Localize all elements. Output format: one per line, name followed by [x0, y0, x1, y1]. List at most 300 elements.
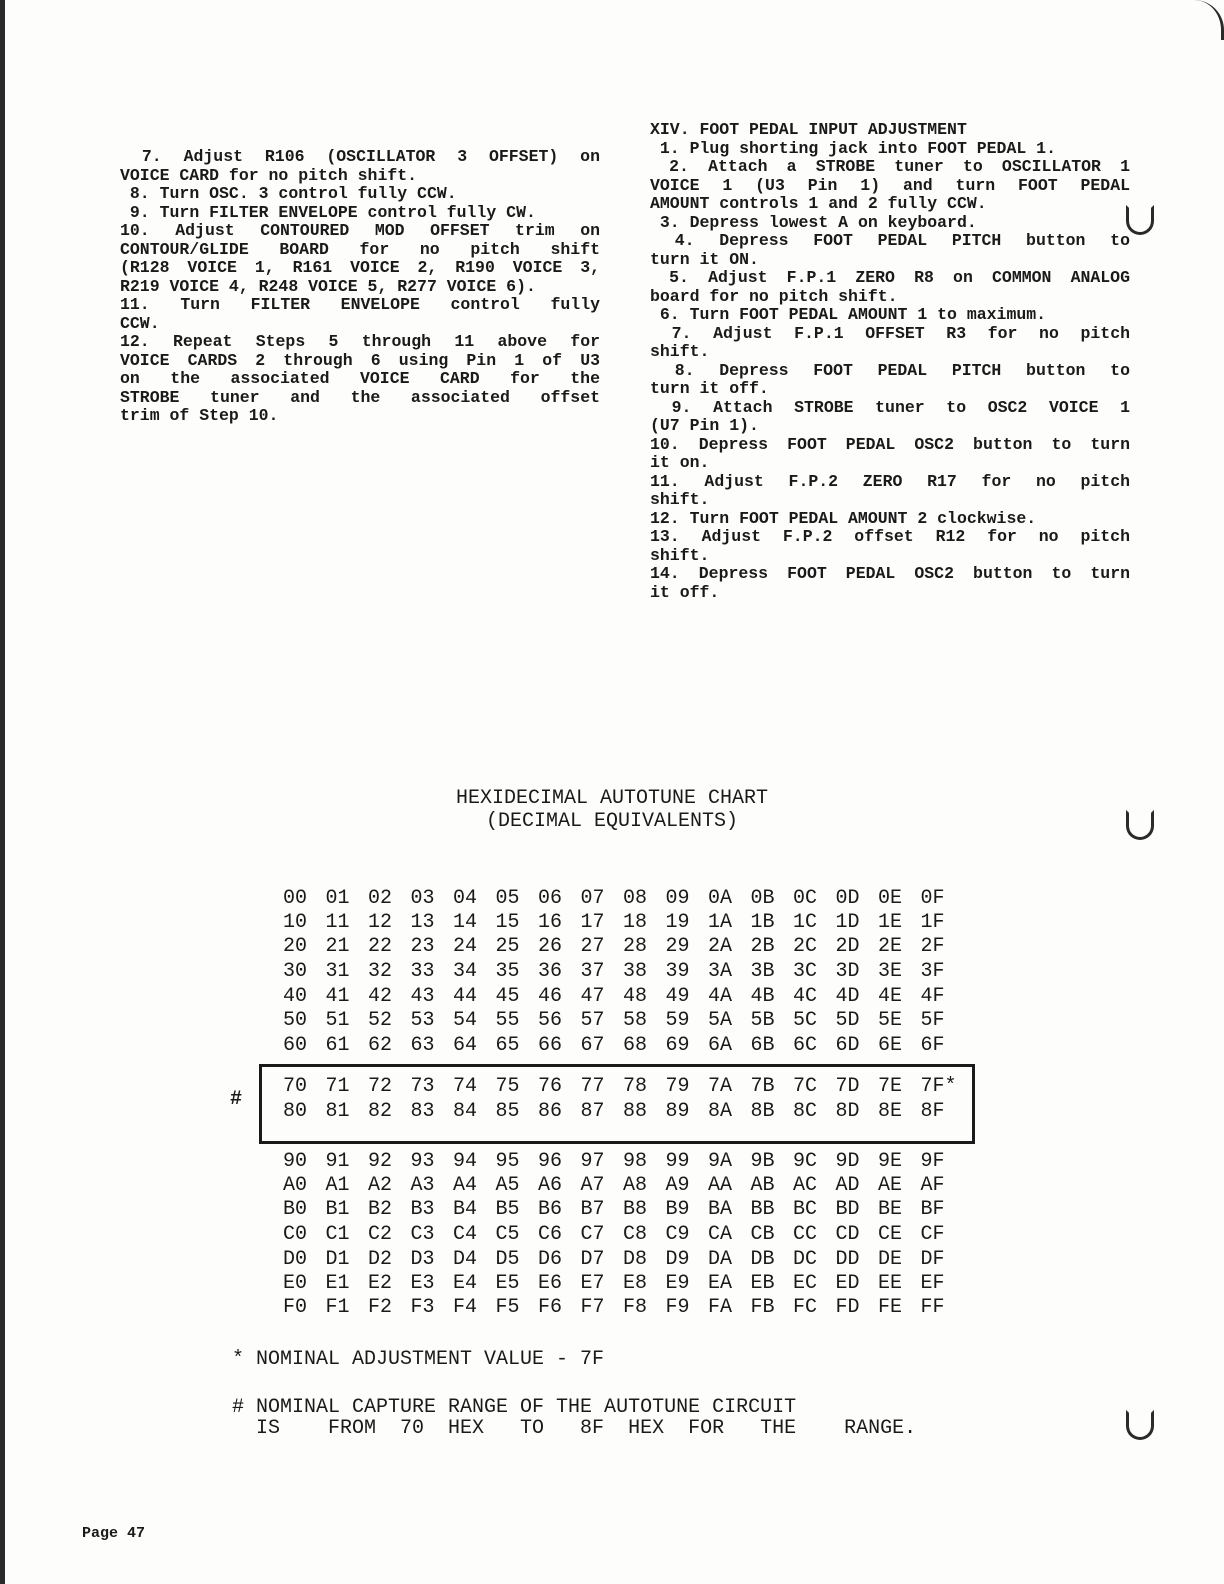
- hex-cell: BC: [793, 1198, 818, 1221]
- hex-cell: 60: [283, 1034, 308, 1057]
- punch-hole-icon: [1126, 1410, 1154, 1440]
- hex-cell: B0: [283, 1198, 308, 1221]
- hex-cell: 3E: [878, 960, 903, 983]
- hex-cell: 8D: [835, 1100, 860, 1123]
- hex-cell: 68: [623, 1034, 648, 1057]
- capture-range-note-line2: IS FROM 70 HEX TO 8F HEX FOR THE RANGE.: [232, 1417, 917, 1440]
- hex-cell: 7F*: [920, 1075, 957, 1098]
- hex-cell: 8C: [793, 1100, 818, 1123]
- hex-cell: AE: [878, 1174, 903, 1197]
- hex-cell: D8: [623, 1248, 648, 1271]
- hex-cell: E8: [623, 1272, 648, 1295]
- hex-cell: B1: [325, 1198, 350, 1221]
- instruction-line: 8. Turn OSC. 3 control fully CCW.: [120, 184, 457, 203]
- hex-cell: A6: [538, 1174, 563, 1197]
- hex-cell: 85: [495, 1100, 520, 1123]
- instruction-line: 9. Attach STROBE tuner to OSC2 VOICE 1: [650, 397, 1131, 417]
- hex-cell: 94: [453, 1150, 478, 1173]
- hex-cell: CD: [835, 1223, 860, 1246]
- hex-cell: 36: [538, 960, 563, 983]
- instruction-line: 10. Adjust CONTOURED MOD OFFSET trim on: [120, 221, 600, 240]
- hex-cell: BD: [835, 1198, 860, 1221]
- instruction-line: 8. Depress FOOT PEDAL PITCH button to: [650, 360, 1130, 380]
- hex-cell: 8F: [920, 1100, 945, 1123]
- hex-cell: 2F: [920, 935, 945, 958]
- hex-cell: 41: [325, 985, 350, 1008]
- capture-range-note-line1: # NOMINAL CAPTURE RANGE OF THE AUTOTUNE CIRCUIT: [232, 1396, 797, 1419]
- hex-cell: 58: [623, 1009, 648, 1032]
- hex-cell: 9A: [708, 1150, 733, 1173]
- hex-cell: 2E: [878, 935, 903, 958]
- hex-cell: A2: [368, 1174, 393, 1197]
- hex-cell: C1: [325, 1223, 350, 1246]
- hex-cell: 3B: [750, 960, 775, 983]
- hex-cell: 4F: [920, 985, 945, 1008]
- hex-cell: F5: [495, 1296, 520, 1319]
- hex-cell: 89: [665, 1100, 690, 1123]
- hex-cell: D7: [580, 1248, 605, 1271]
- hex-cell: 81: [325, 1100, 350, 1123]
- hex-cell: 95: [495, 1150, 520, 1173]
- hex-cell: ED: [835, 1272, 860, 1295]
- hex-cell: 42: [368, 985, 393, 1008]
- hex-cell: F7: [580, 1296, 605, 1319]
- hex-cell: 6F: [920, 1034, 945, 1057]
- hex-cell: BF: [920, 1198, 945, 1221]
- hex-cell: 35: [495, 960, 520, 983]
- instruction-line: shift.: [650, 490, 710, 509]
- hex-cell: EC: [793, 1272, 818, 1295]
- hex-cell: 0B: [750, 887, 775, 910]
- hex-cell: EE: [878, 1272, 903, 1295]
- instruction-line: 5. Adjust F.P.1 ZERO R8 on COMMON ANALOG: [650, 268, 1130, 287]
- hex-cell: 0E: [878, 887, 903, 910]
- hex-cell: 7B: [750, 1075, 775, 1098]
- hex-cell: 7A: [708, 1075, 733, 1098]
- hex-cell: 67: [580, 1034, 605, 1057]
- hex-cell: E3: [410, 1272, 435, 1295]
- instruction-line: it off.: [650, 582, 720, 602]
- hex-cell: 9B: [750, 1150, 775, 1173]
- hex-cell: 12: [368, 911, 393, 934]
- instruction-line: trim of Step 10.: [120, 406, 279, 425]
- hex-cell: 64: [453, 1034, 478, 1057]
- hex-cell: FF: [920, 1296, 945, 1319]
- hex-cell: B2: [368, 1198, 393, 1221]
- hex-cell: 78: [623, 1075, 648, 1098]
- hex-cell: 7E: [878, 1075, 903, 1098]
- hex-cell: 3F: [920, 960, 945, 983]
- hex-cell: 38: [623, 960, 648, 983]
- instruction-line: 12. Repeat Steps 5 through 11 above for: [120, 332, 600, 351]
- instruction-line: it on.: [650, 453, 710, 472]
- hex-cell: 40: [283, 985, 308, 1008]
- hex-cell: DD: [835, 1248, 860, 1271]
- hex-cell: 51: [325, 1009, 350, 1032]
- instruction-line: 2. Attach a STROBE tuner to OSCILLATOR 1: [650, 157, 1130, 176]
- instruction-line: 6. Turn FOOT PEDAL AMOUNT 1 to maximum.: [650, 305, 1047, 324]
- hex-cell: FA: [708, 1296, 733, 1319]
- hex-cell: CF: [920, 1223, 945, 1246]
- hex-cell: F3: [410, 1296, 435, 1319]
- hex-cell: 5D: [835, 1009, 860, 1032]
- instruction-line: shift.: [650, 342, 710, 361]
- hex-cell: F1: [325, 1296, 350, 1319]
- instruction-line: turn it off.: [650, 379, 769, 398]
- hex-cell: 25: [495, 935, 520, 958]
- hex-cell: CB: [750, 1223, 775, 1246]
- instruction-line: VOICE CARDS 2 through 6 using Pin 1 of U3: [120, 350, 600, 370]
- hex-cell: D5: [495, 1248, 520, 1271]
- instruction-line: VOICE CARD for no pitch shift.: [120, 165, 418, 185]
- instruction-line: XIV. FOOT PEDAL INPUT ADJUSTMENT: [650, 120, 967, 139]
- hex-cell: 2A: [708, 935, 733, 958]
- hex-cell: 80: [283, 1100, 308, 1123]
- hex-cell: BE: [878, 1198, 903, 1221]
- hex-cell: DC: [793, 1248, 818, 1271]
- hex-cell: 21: [325, 935, 350, 958]
- hex-cell: F4: [453, 1296, 478, 1319]
- hex-cell: 28: [623, 935, 648, 958]
- hex-cell: 75: [495, 1075, 520, 1098]
- instruction-line: STROBE tuner and the associated offset: [120, 387, 600, 407]
- hex-cell: 6B: [750, 1034, 775, 1057]
- instruction-line: 13. Adjust F.P.2 offset R12 for no pitch: [650, 527, 1130, 546]
- hex-cell: 1A: [708, 911, 733, 934]
- hex-cell: 02: [368, 887, 393, 910]
- hex-cell: 3D: [835, 960, 860, 983]
- hex-cell: 06: [538, 887, 563, 910]
- hex-cell: 87: [580, 1100, 605, 1123]
- hex-cell: E7: [580, 1272, 605, 1295]
- hex-cell: 8A: [708, 1100, 733, 1123]
- hex-cell: 7C: [793, 1075, 818, 1098]
- hex-cell: 57: [580, 1009, 605, 1032]
- hex-cell: C4: [453, 1223, 478, 1246]
- chart-subtitle: (DECIMAL EQUIVALENTS): [485, 810, 739, 833]
- hex-cell: DE: [878, 1248, 903, 1271]
- hex-cell: FB: [750, 1296, 775, 1319]
- hex-cell: 59: [665, 1009, 690, 1032]
- hex-cell: 18: [623, 911, 648, 934]
- hex-cell: A4: [453, 1174, 478, 1197]
- instruction-line: 11. Turn FILTER ENVELOPE control fully: [120, 295, 600, 314]
- hex-cell: E0: [283, 1272, 308, 1295]
- instruction-line: 7. Adjust F.P.1 OFFSET R3 for no pitch: [650, 323, 1131, 343]
- hex-cell: 44: [453, 985, 478, 1008]
- hex-cell: A0: [283, 1174, 308, 1197]
- hex-cell: 5C: [793, 1009, 818, 1032]
- hex-cell: 30: [283, 960, 308, 983]
- hex-cell: B4: [453, 1198, 478, 1221]
- hex-cell: 5B: [750, 1009, 775, 1032]
- hex-cell: 3A: [708, 960, 733, 983]
- hex-cell: F0: [283, 1296, 308, 1319]
- hex-cell: 9F: [920, 1150, 945, 1173]
- instruction-line: 10. Depress FOOT PEDAL OSC2 button to turn: [650, 434, 1130, 454]
- hex-cell: 83: [410, 1100, 435, 1123]
- hex-cell: 23: [410, 935, 435, 958]
- nominal-adjustment-note: * NOMINAL ADJUSTMENT VALUE - 7F: [232, 1348, 605, 1371]
- hex-cell: 92: [368, 1150, 393, 1173]
- hex-cell: E9: [665, 1272, 690, 1295]
- hex-cell: 88: [623, 1100, 648, 1123]
- hex-cell: 7D: [835, 1075, 860, 1098]
- hex-cell: 19: [665, 911, 690, 934]
- hex-cell: BB: [750, 1198, 775, 1221]
- hex-cell: 13: [410, 911, 435, 934]
- instruction-line: CCW.: [120, 313, 160, 333]
- hex-cell: DF: [920, 1248, 945, 1271]
- hex-cell: A7: [580, 1174, 605, 1197]
- hex-cell: 0F: [920, 887, 945, 910]
- instruction-line: 7. Adjust R106 (OSCILLATOR 3 OFFSET) on: [120, 147, 600, 166]
- hex-cell: B9: [665, 1198, 690, 1221]
- instruction-line: CONTOUR/GLIDE BOARD for no pitch shift: [120, 239, 600, 259]
- hex-cell: 9C: [793, 1150, 818, 1173]
- hex-cell: 8B: [750, 1100, 775, 1123]
- right-column-instructions: [650, 121, 1130, 602]
- hex-cell: D3: [410, 1248, 435, 1271]
- instruction-line: 9. Turn FILTER ENVELOPE control fully CW.: [120, 202, 536, 222]
- hex-cell: 1D: [835, 911, 860, 934]
- page-number: Page 47: [82, 1525, 146, 1542]
- hex-cell: C9: [665, 1223, 690, 1246]
- hex-cell: 48: [623, 985, 648, 1008]
- hex-cell: EB: [750, 1272, 775, 1295]
- hex-cell: 46: [538, 985, 563, 1008]
- hex-cell: C5: [495, 1223, 520, 1246]
- hex-cell: C6: [538, 1223, 563, 1246]
- hex-cell: 53: [410, 1009, 435, 1032]
- hex-cell: C3: [410, 1223, 435, 1246]
- hex-cell: 86: [538, 1100, 563, 1123]
- instruction-line: R219 VOICE 4, R248 VOICE 5, R277 VOICE 6).: [120, 276, 536, 296]
- hex-cell: DA: [708, 1248, 733, 1271]
- hex-cell: 26: [538, 935, 563, 958]
- hex-cell: AF: [920, 1174, 945, 1197]
- hex-cell: 62: [368, 1034, 393, 1057]
- hex-cell: B3: [410, 1198, 435, 1221]
- hex-cell: 1E: [878, 911, 903, 934]
- hex-cell: 97: [580, 1150, 605, 1173]
- hex-cell: 22: [368, 935, 393, 958]
- hex-cell: E1: [325, 1272, 350, 1295]
- hex-cell: 10: [283, 911, 308, 934]
- hex-cell: FC: [793, 1296, 818, 1319]
- hex-cell: 08: [623, 887, 648, 910]
- hex-cell: B7: [580, 1198, 605, 1221]
- hex-cell: 77: [580, 1075, 605, 1098]
- instruction-line: board for no pitch shift.: [650, 286, 898, 306]
- instruction-line: shift.: [650, 545, 710, 565]
- hex-cell: 2D: [835, 935, 860, 958]
- hex-cell: AC: [793, 1174, 818, 1197]
- hex-cell: 69: [665, 1034, 690, 1057]
- hex-cell: A8: [623, 1174, 648, 1197]
- chart-title: HEXIDECIMAL AUTOTUNE CHART: [455, 787, 769, 810]
- hex-cell: BA: [708, 1198, 733, 1221]
- instruction-line: AMOUNT controls 1 and 2 fully CCW.: [650, 194, 987, 213]
- instruction-line: VOICE 1 (U3 Pin 1) and turn FOOT PEDAL: [650, 175, 1130, 195]
- hex-cell: 73: [410, 1075, 435, 1098]
- hex-cell: 61: [325, 1034, 350, 1057]
- hex-cell: 04: [453, 887, 478, 910]
- hex-cell: 17: [580, 911, 605, 934]
- hex-cell: E6: [538, 1272, 563, 1295]
- hex-cell: E5: [495, 1272, 520, 1295]
- hex-cell: 24: [453, 935, 478, 958]
- hex-cell: CE: [878, 1223, 903, 1246]
- left-column-instructions: [120, 148, 600, 426]
- hex-cell: 6C: [793, 1034, 818, 1057]
- hex-cell: 63: [410, 1034, 435, 1057]
- hex-cell: 52: [368, 1009, 393, 1032]
- hex-cell: 70: [283, 1075, 308, 1098]
- hex-cell: AD: [835, 1174, 860, 1197]
- hex-cell: B8: [623, 1198, 648, 1221]
- hex-cell: 9E: [878, 1150, 903, 1173]
- hex-cell: 6E: [878, 1034, 903, 1057]
- instruction-line: 11. Adjust F.P.2 ZERO R17 for no pitch: [650, 471, 1130, 491]
- hex-cell: 1F: [920, 911, 945, 934]
- instruction-line: 4. Depress FOOT PEDAL PITCH button to: [650, 231, 1130, 250]
- hex-cell: 4C: [793, 985, 818, 1008]
- instruction-line: on the associated VOICE CARD for the: [120, 369, 600, 388]
- page-corner: [1194, 0, 1224, 40]
- instruction-line: 3. Depress lowest A on keyboard.: [650, 212, 977, 232]
- hex-cell: F9: [665, 1296, 690, 1319]
- hex-cell: EA: [708, 1272, 733, 1295]
- hex-cell: 5F: [920, 1009, 945, 1032]
- hex-cell: 84: [453, 1100, 478, 1123]
- hex-cell: 98: [623, 1150, 648, 1173]
- hex-cell: 5E: [878, 1009, 903, 1032]
- hex-cell: 34: [453, 960, 478, 983]
- hex-cell: A9: [665, 1174, 690, 1197]
- hex-cell: 3C: [793, 960, 818, 983]
- hex-cell: FE: [878, 1296, 903, 1319]
- hex-cell: EF: [920, 1272, 945, 1295]
- hex-cell: 96: [538, 1150, 563, 1173]
- hex-cell: DB: [750, 1248, 775, 1271]
- hex-cell: 14: [453, 911, 478, 934]
- hex-cell: 4D: [835, 985, 860, 1008]
- hex-cell: 79: [665, 1075, 690, 1098]
- hex-cell: 9D: [835, 1150, 860, 1173]
- hex-cell: D4: [453, 1248, 478, 1271]
- instruction-line: turn it ON.: [650, 249, 759, 269]
- hex-cell: 71: [325, 1075, 350, 1098]
- hex-cell: 93: [410, 1150, 435, 1173]
- hex-cell: 43: [410, 985, 435, 1008]
- hex-cell: 07: [580, 887, 605, 910]
- hex-cell: F6: [538, 1296, 563, 1319]
- hex-cell: 55: [495, 1009, 520, 1032]
- hex-cell: 15: [495, 911, 520, 934]
- instruction-line: (R128 VOICE 1, R161 VOICE 2, R190 VOICE 3,: [120, 258, 600, 277]
- hex-cell: 37: [580, 960, 605, 983]
- hex-cell: 31: [325, 960, 350, 983]
- capture-range-marker: #: [230, 1088, 243, 1111]
- hex-cell: 29: [665, 935, 690, 958]
- hex-cell: 45: [495, 985, 520, 1008]
- hex-cell: 20: [283, 935, 308, 958]
- hex-cell: 6A: [708, 1034, 733, 1057]
- hex-cell: A1: [325, 1174, 350, 1197]
- hex-cell: 50: [283, 1009, 308, 1032]
- hex-cell: 65: [495, 1034, 520, 1057]
- hex-cell: A3: [410, 1174, 435, 1197]
- hex-cell: 32: [368, 960, 393, 983]
- punch-hole-icon: [1126, 205, 1154, 235]
- hex-cell: 16: [538, 911, 563, 934]
- hex-cell: 03: [410, 887, 435, 910]
- hex-cell: D0: [283, 1248, 308, 1271]
- hex-cell: D2: [368, 1248, 393, 1271]
- hex-cell: 0A: [708, 887, 733, 910]
- hex-cell: 90: [283, 1150, 308, 1173]
- hex-cell: CC: [793, 1223, 818, 1246]
- hex-cell: D6: [538, 1248, 563, 1271]
- hex-cell: 0C: [793, 887, 818, 910]
- hex-cell: 2B: [750, 935, 775, 958]
- hex-cell: AA: [708, 1174, 733, 1197]
- hex-cell: 66: [538, 1034, 563, 1057]
- instruction-line: 12. Turn FOOT PEDAL AMOUNT 2 clockwise.: [650, 508, 1037, 528]
- hex-cell: E2: [368, 1272, 393, 1295]
- hex-cell: 76: [538, 1075, 563, 1098]
- hex-cell: AB: [750, 1174, 775, 1197]
- instruction-line: 1. Plug shorting jack into FOOT PEDAL 1.: [650, 138, 1056, 158]
- hex-cell: E4: [453, 1272, 478, 1295]
- hex-cell: B6: [538, 1198, 563, 1221]
- hex-cell: 39: [665, 960, 690, 983]
- instruction-line: 14. Depress FOOT PEDAL OSC2 button to turn: [650, 564, 1130, 583]
- hex-cell: 99: [665, 1150, 690, 1173]
- hex-cell: D9: [665, 1248, 690, 1271]
- hex-cell: 4A: [708, 985, 733, 1008]
- hex-cell: 4B: [750, 985, 775, 1008]
- hex-cell: 2C: [793, 935, 818, 958]
- hex-cell: 11: [325, 911, 350, 934]
- hex-cell: B5: [495, 1198, 520, 1221]
- hex-cell: 00: [283, 887, 308, 910]
- hex-cell: F8: [623, 1296, 648, 1319]
- hex-cell: 91: [325, 1150, 350, 1173]
- hex-cell: F2: [368, 1296, 393, 1319]
- instruction-line: (U7 Pin 1).: [650, 416, 759, 435]
- hex-cell: 4E: [878, 985, 903, 1008]
- hex-cell: D1: [325, 1248, 350, 1271]
- hex-cell: 54: [453, 1009, 478, 1032]
- hex-cell: C2: [368, 1223, 393, 1246]
- hex-cell: 33: [410, 960, 435, 983]
- hex-cell: 8E: [878, 1100, 903, 1123]
- hex-cell: FD: [835, 1296, 860, 1319]
- hex-cell: 56: [538, 1009, 563, 1032]
- hex-cell: 74: [453, 1075, 478, 1098]
- hex-cell: 01: [325, 887, 350, 910]
- hex-cell: 0D: [835, 887, 860, 910]
- hex-cell: C7: [580, 1223, 605, 1246]
- hex-cell: CA: [708, 1223, 733, 1246]
- hex-cell: 47: [580, 985, 605, 1008]
- hex-cell: 82: [368, 1100, 393, 1123]
- hex-cell: C0: [283, 1223, 308, 1246]
- hex-cell: A5: [495, 1174, 520, 1197]
- hex-cell: 09: [665, 887, 690, 910]
